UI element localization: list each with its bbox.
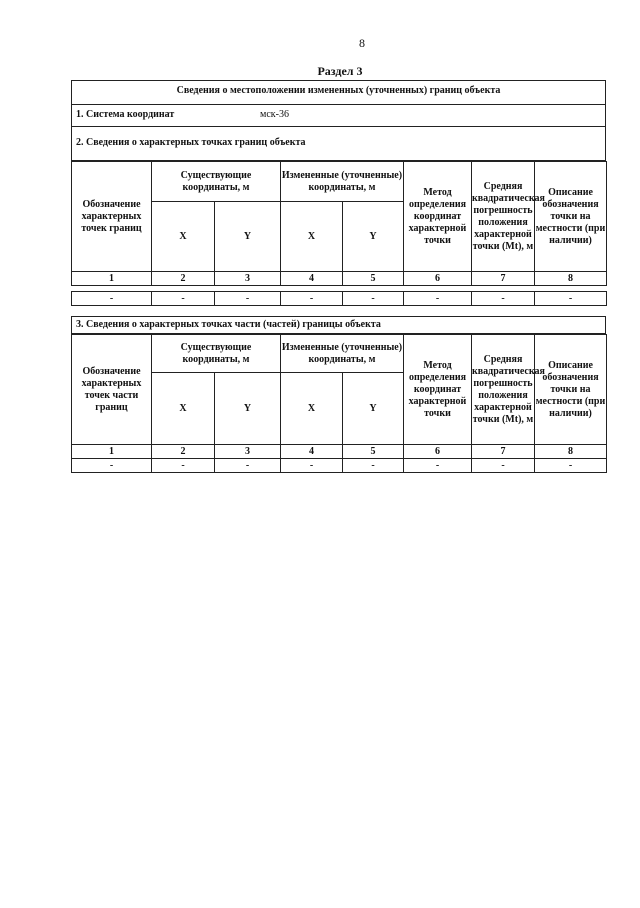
section3-cell: -: [215, 459, 281, 473]
section2-col-changed: Измененные (уточненные) координаты, м: [281, 162, 404, 202]
section2-num: 2: [152, 272, 215, 286]
section2-cell: -: [215, 292, 281, 306]
section3-cell: -: [152, 459, 215, 473]
section2-cell: -: [152, 292, 215, 306]
section3-y-existing: Y: [215, 373, 281, 445]
section2-title-row: [71, 127, 606, 161]
section2-col-description: Описание обозначения точки на местности (при наличии): [535, 162, 607, 272]
section2-num: 3: [215, 272, 281, 286]
section2-y-changed: Y: [343, 202, 404, 272]
section2-cell: -: [472, 292, 535, 306]
section3-title-row: [71, 316, 606, 334]
section2-num: 8: [535, 272, 607, 286]
coord-system-value: мск-36: [260, 109, 289, 120]
section2-num: 6: [404, 272, 472, 286]
section-title: Раздел 3: [317, 64, 363, 78]
section2-cell: -: [535, 292, 607, 306]
section3-num: 4: [281, 445, 343, 459]
section3-col-existing: Существующие координаты, м: [152, 335, 281, 373]
section3-col-error: Средняя квадратическая погрешность положения характерной точки (Mt), м: [472, 335, 535, 445]
section3-col-designation: Обозначение характерных точек части границ: [72, 335, 152, 445]
section2-cell: -: [404, 292, 472, 306]
section3-num: 5: [343, 445, 404, 459]
section3-col-description: Описание обозначения точки на местности (при наличии): [535, 335, 607, 445]
section3-num: 3: [215, 445, 281, 459]
section2-col-designation: Обозначение характерных точек границ: [72, 162, 152, 272]
section3-number-row: [72, 445, 607, 459]
section2-number-row: [72, 272, 607, 286]
section3-num: 1: [72, 445, 152, 459]
section3-cell: -: [535, 459, 607, 473]
section3-num: 2: [152, 445, 215, 459]
section2-num: 1: [72, 272, 152, 286]
section3-title: 3. Сведения о характерных точках части (частей) границы объекта: [76, 319, 381, 330]
section3-num: 8: [535, 445, 607, 459]
section2-data-row: [72, 292, 607, 306]
section2-num: 4: [281, 272, 343, 286]
section2-col-existing: Существующие координаты, м: [152, 162, 281, 202]
section3-y-changed: Y: [343, 373, 404, 445]
section2-y-existing: Y: [215, 202, 281, 272]
section3-x-changed: X: [281, 373, 343, 445]
section3-num: 6: [404, 445, 472, 459]
section3-cell: -: [472, 459, 535, 473]
page-number: 8: [359, 36, 365, 50]
section2-x-existing: X: [152, 202, 215, 272]
section2-cell: -: [343, 292, 404, 306]
section3-table: [71, 334, 607, 473]
section3-cell: -: [343, 459, 404, 473]
section2-cell: -: [281, 292, 343, 306]
header-title: Сведения о местоположении измененных (уточненных) границ объекта: [176, 85, 501, 96]
section2-col-error: Средняя квадратическая погрешность положения характерной точки (Mt), м: [472, 162, 535, 272]
coord-system-row: [71, 105, 606, 127]
section2-num: 5: [343, 272, 404, 286]
section2-title: 2. Сведения о характерных точках границ объекта: [76, 137, 306, 148]
section2-x-changed: X: [281, 202, 343, 272]
section3-cell: -: [404, 459, 472, 473]
section3-data-row: [72, 459, 607, 473]
coord-system-label: 1. Система координат: [76, 109, 175, 120]
section3-cell: -: [72, 459, 152, 473]
section3-x-existing: X: [152, 373, 215, 445]
section2-num: 7: [472, 272, 535, 286]
section3-col-changed: Измененные (уточненные) координаты, м: [281, 335, 404, 373]
section2-table: [71, 161, 607, 306]
section2-col-method: Метод определения координат характерной точки: [404, 162, 472, 272]
section2-cell: -: [72, 292, 152, 306]
section3-cell: -: [281, 459, 343, 473]
section3-num: 7: [472, 445, 535, 459]
section3-col-method: Метод определения координат характерной точки: [404, 335, 472, 445]
